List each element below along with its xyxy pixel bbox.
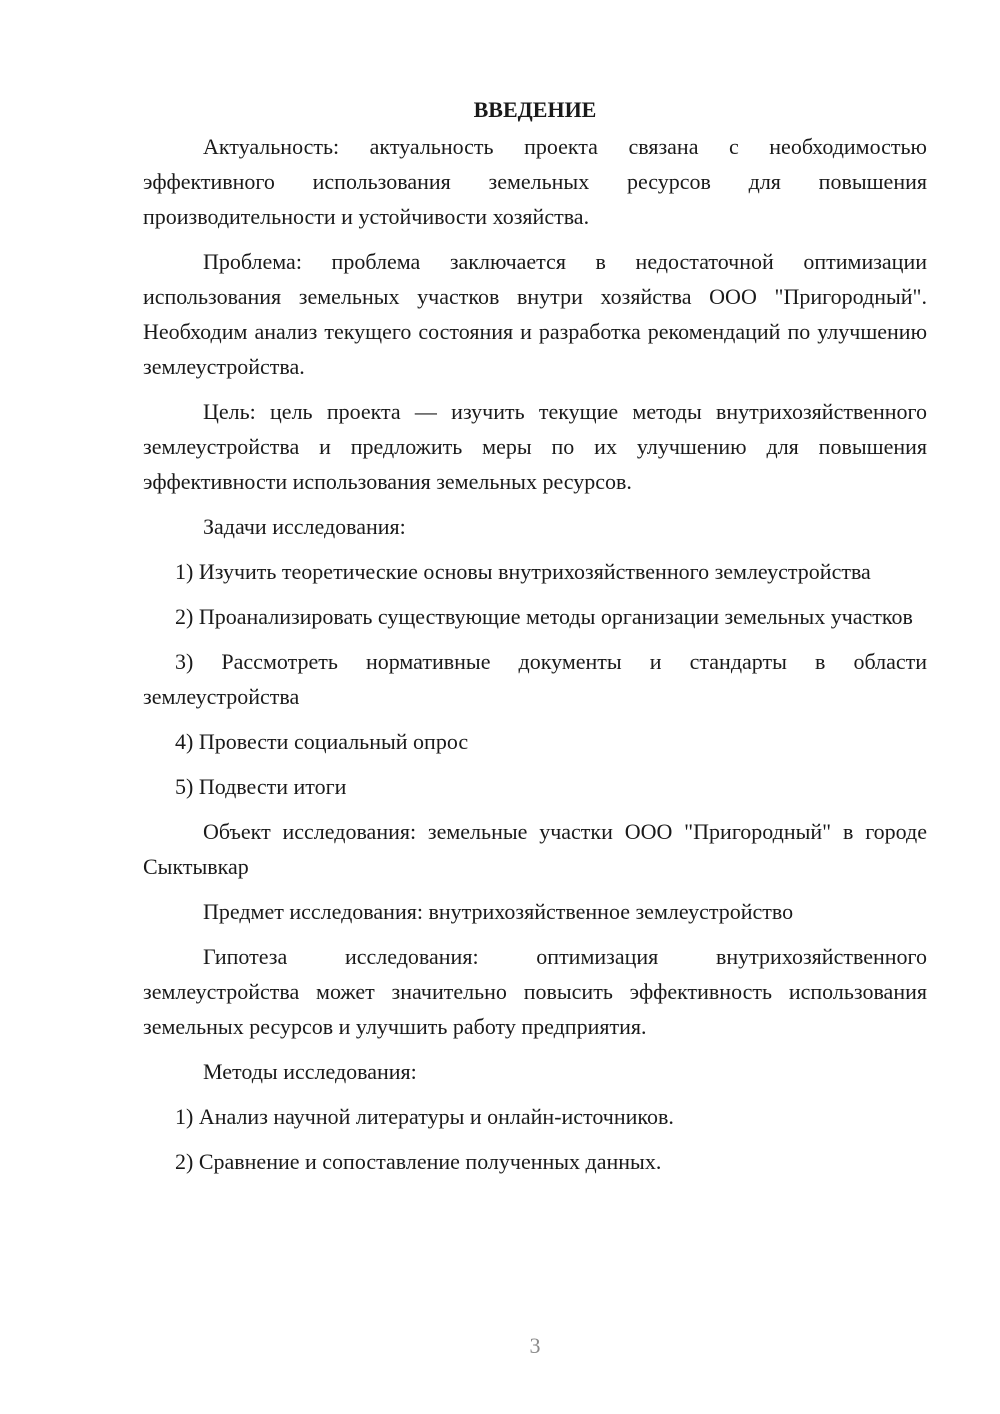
- method-item-1: 1) Анализ научной литературы и онлайн-источников.: [175, 1104, 674, 1129]
- problem-paragraph: Проблема: проблема заключается в недостаточной оптимизации использования земельных участков внутри хозяйства ООО "Пригородный". Необходим анализ текущего состояния и разработка рекомендаций по улучшению землеустройства.: [143, 249, 927, 379]
- relevance-paragraph: Актуальность: актуальность проекта связана с необходимостью эффективного использования земельных ресурсов для повышения производительности и устойчивости хозяйства.: [143, 134, 927, 229]
- task-item-4: 4) Провести социальный опрос: [175, 729, 469, 754]
- page-title: ВВЕДЕНИЕ: [473, 97, 597, 122]
- task-item-5: 5) Подвести итоги: [175, 774, 347, 799]
- hypothesis-paragraph: Гипотеза исследования: оптимизация внутрихозяйственного землеустройства может значительно повысить эффективность использования земельных ресурсов и улучшить работу предприятия.: [143, 944, 927, 1039]
- document-page: [143, 92, 927, 1189]
- subject-paragraph: Предмет исследования: внутрихозяйственное землеустройство: [203, 899, 794, 924]
- task-item-3: 3) Рассмотреть нормативные документы и стандарты в области землеустройства: [143, 649, 927, 709]
- task-item-2: 2) Проанализировать существующие методы организации земельных участков: [175, 604, 913, 629]
- object-paragraph: Объект исследования: земельные участки ООО "Пригородный" в городе Сыктывкар: [143, 819, 927, 879]
- methods-heading: Методы исследования:: [203, 1059, 417, 1084]
- goal-paragraph: Цель: цель проекта — изучить текущие методы внутрихозяйственного землеустройства и предложить меры по их улучшению для повышения эффективности использования земельных ресурсов.: [143, 399, 927, 494]
- page-number: 3: [529, 1333, 541, 1358]
- tasks-heading: Задачи исследования:: [203, 514, 406, 539]
- task-item-1: 1) Изучить теоретические основы внутрихозяйственного землеустройства: [175, 559, 871, 584]
- method-item-2: 2) Сравнение и сопоставление полученных данных.: [175, 1149, 662, 1174]
